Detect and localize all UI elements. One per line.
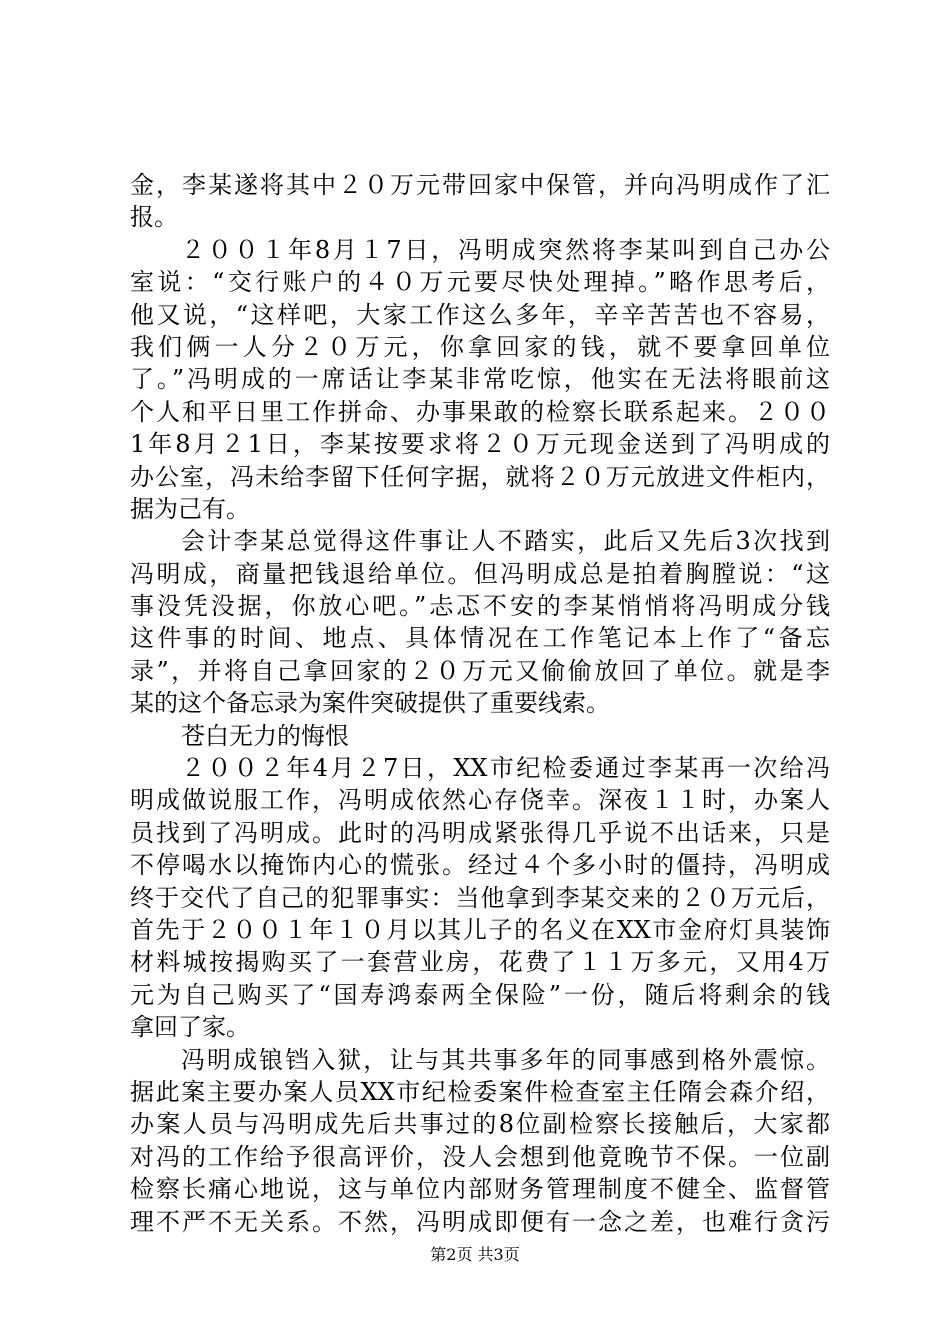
text-line: 首先于２００１年１０月以其儿子的名义在XX市金府灯具装饰 bbox=[130, 915, 830, 944]
text-line: 据为己有。 bbox=[130, 494, 250, 523]
page-footer: 第2页 共3页 bbox=[430, 1245, 520, 1264]
text-line: 不停喝水以掩饰内心的慌张。经过４个多小时的僵持，冯明成 bbox=[130, 851, 830, 880]
text-line: 拿回了家。 bbox=[130, 1013, 250, 1042]
text-line: 我们俩一人分２０万元，你拿回家的钱，就不要拿回单位 bbox=[130, 332, 830, 361]
text-line: 录”，并将自己拿回家的２０万元又偷偷放回了单位。就是李 bbox=[130, 656, 830, 685]
text-line: 某的这个备忘录为案件突破提供了重要线索。 bbox=[130, 689, 610, 718]
text-line: 终于交代了自己的犯罪事实：当他拿到李某交来的２０万元后， bbox=[130, 883, 830, 912]
text-line: 明成做说服工作，冯明成依然心存侥幸。深夜１１时，办案人 bbox=[130, 786, 830, 815]
text-line: 检察长痛心地说，这与单位内部财务管理制度不健全、监督管 bbox=[130, 1175, 830, 1204]
text-line: 材料城按揭购买了一套营业房，花费了１１万多元，又用4万 bbox=[130, 948, 830, 977]
text-line: 了。”冯明成的一席话让李某非常吃惊，他实在无法将眼前这 bbox=[130, 365, 830, 394]
text-line: 办案人员与冯明成先后共事过的8位副检察长接触后，大家都 bbox=[130, 1110, 830, 1139]
text-line: 理不严不无关系。不然，冯明成即便有一念之差，也难行贪污 bbox=[130, 1207, 830, 1236]
text-line: 会计李某总觉得这件事让人不踏实，此后又先后3次找到 bbox=[181, 527, 830, 556]
text-line: 室说：“交行账户的４０万元要尽快处理掉。”略作思考后， bbox=[130, 268, 830, 297]
text-line: 办公室，冯未给李留下任何字据，就将２０万元放进文件柜内， bbox=[130, 462, 830, 491]
text-line: 冯明成，商量把钱退给单位。但冯明成总是拍着胸膛说：“这 bbox=[130, 559, 830, 588]
text-line: 报。 bbox=[130, 203, 178, 232]
text-line: 金，李某遂将其中２０万元带回家中保管，并向冯明成作了汇 bbox=[130, 171, 830, 199]
text-line: 元为自己购买了“国寿鸿泰两全保险”一份，随后将剩余的钱 bbox=[130, 980, 830, 1009]
text-line: 1年8月２1日，李某按要求将２０万元现金送到了冯明成的 bbox=[130, 430, 830, 459]
text-line: 员找到了冯明成。此时的冯明成紧张得几乎说不出话来，只是 bbox=[130, 818, 830, 847]
text-line: ２００２年4月２7日，XX市纪检委通过李某再一次给冯 bbox=[181, 754, 830, 783]
document-body bbox=[130, 169, 830, 1238]
text-line: 对冯的工作给予很高评价，没人会想到他竟晚节不保。一位副 bbox=[130, 1142, 830, 1171]
text-line: 事没凭没据，你放心吧。”忐忑不安的李某悄悄将冯明成分钱 bbox=[130, 592, 830, 621]
text-line: 苍白无力的悔恨 bbox=[181, 721, 349, 750]
text-line: 冯明成锒铛入狱，让与其共事多年的同事感到格外震惊。 bbox=[181, 1045, 830, 1074]
text-line: ２００１年8月１7日，冯明成突然将李某叫到自己办公 bbox=[181, 235, 830, 264]
text-line: 这件事的时间、地点、具体情况在工作笔记本上作了“备忘 bbox=[130, 624, 830, 653]
text-line: 据此案主要办案人员XX市纪检委案件检查室主任隋会森介绍， bbox=[130, 1077, 830, 1106]
text-line: 个人和平日里工作拼命、办事果敢的检察长联系起来。２００ bbox=[130, 397, 830, 426]
text-line: 他又说，“这样吧，大家工作这么多年，辛辛苦苦也不容易， bbox=[130, 300, 830, 329]
